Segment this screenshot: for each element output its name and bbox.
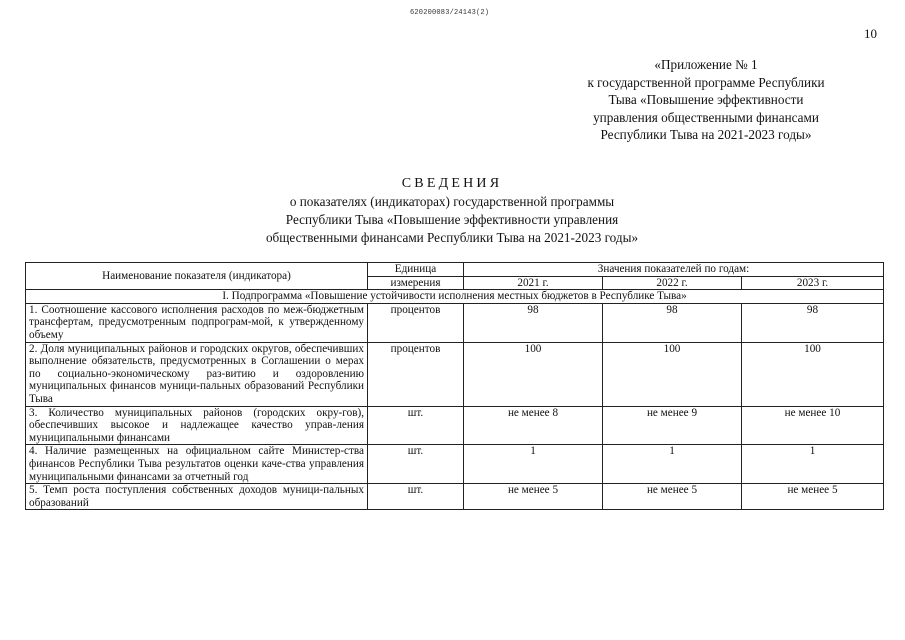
appendix-line: Республики Тыва на 2021-2023 годы»: [600, 127, 812, 143]
header-year-2022: 2022 г.: [603, 276, 742, 290]
value-2023: 100: [742, 342, 884, 406]
value-2021: не менее 5: [464, 484, 603, 510]
header-year-2023: 2023 г.: [742, 276, 884, 290]
value-2021: 100: [464, 342, 603, 406]
appendix-line: Тыва «Повышение эффективности: [608, 92, 804, 108]
value-2022: 98: [603, 303, 742, 342]
value-2022: 100: [603, 342, 742, 406]
title-main: СВЕДЕНИЯ: [401, 176, 503, 191]
value-2023: 1: [742, 445, 884, 484]
indicators-table: [25, 262, 884, 510]
appendix-line: управления общественными финансами: [593, 109, 819, 125]
indicator-unit: процентов: [368, 303, 464, 342]
table-row: [26, 445, 884, 484]
header-unit-2: измерения: [368, 276, 464, 290]
table-header-row: [26, 263, 884, 277]
value-2022: не менее 5: [603, 484, 742, 510]
title-line: общественными финансами Республики Тыва на 2021-2023 годы»: [265, 230, 639, 245]
table-row: [26, 484, 884, 510]
indicator-name: 5. Темп роста поступления собственных доходов муници-пальных образований: [26, 484, 368, 510]
indicator-name: 1. Соотношение кассового исполнения расходов по меж-бюджетным трансфертам, предусмотренным подпрограм-мой, к утвержденному объему: [26, 303, 368, 342]
indicator-name: 2. Доля муниципальных районов и городских округов, обеспечивших выполнение обязательств, предусмотренных в Соглашении о мерах по социально-экономическому раз-витию и оздоровлению муниципальных финансов муници-пальных образований Республики Тыва: [26, 342, 368, 406]
table-row: [26, 406, 884, 445]
indicator-unit: шт.: [368, 406, 464, 445]
value-2023: 98: [742, 303, 884, 342]
indicator-unit: шт.: [368, 484, 464, 510]
indicator-name: 3. Количество муниципальных районов (городских окру-гов), обеспечивших высокое и надлежащее качество управ-ления муниципальными финансами: [26, 406, 368, 445]
value-2021: 1: [464, 445, 603, 484]
page-number: 10: [864, 26, 877, 41]
value-2023: не менее 5: [742, 484, 884, 510]
appendix-line: к государственной программе Республики: [587, 74, 825, 90]
appendix-line: «Приложение № 1: [654, 57, 758, 72]
subprogram-title: I. Подпрограмма «Повышение устойчивости исполнения местных бюджетов в Республике Тыва»: [26, 290, 884, 304]
value-2021: 98: [464, 303, 603, 342]
appendix-heading: [545, 56, 867, 144]
header-values: Значения показателей по годам:: [464, 263, 884, 277]
subprogram-row: [26, 290, 884, 304]
indicator-unit: шт.: [368, 445, 464, 484]
header-year-2021: 2021 г.: [464, 276, 603, 290]
value-2023: не менее 10: [742, 406, 884, 445]
indicator-name: 4. Наличие размещенных на официальном сайте Министер-ства финансов Республики Тыва результатов оценки каче-ства управления муниципальными финансами за отчетный год: [26, 445, 368, 484]
title-line: Республики Тыва «Повышение эффективности управления: [285, 212, 619, 227]
value-2022: 1: [603, 445, 742, 484]
table-row: [26, 303, 884, 342]
header-indicator-name: Наименование показателя (индикатора): [26, 263, 368, 290]
value-2021: не менее 8: [464, 406, 603, 445]
indicator-unit: процентов: [368, 342, 464, 406]
table-row: [26, 342, 884, 406]
header-unit-1: Единица: [368, 263, 464, 277]
title-line: о показателях (индикаторах) государственной программы: [289, 194, 615, 209]
value-2022: не менее 9: [603, 406, 742, 445]
document-id: 620200083/24143(2): [410, 9, 490, 17]
document-title: [150, 175, 754, 247]
